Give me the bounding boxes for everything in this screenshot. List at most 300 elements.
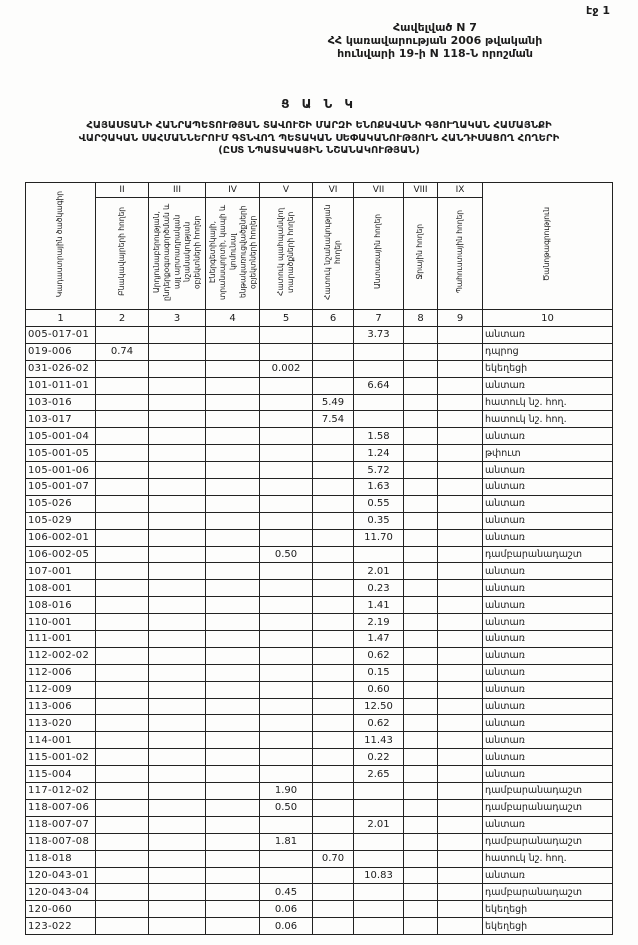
document-title — [0, 97, 638, 158]
area-value-cell — [354, 546, 404, 563]
col-header-cadastral-code-label: Կադաստրային ծածկագիր — [55, 191, 65, 298]
area-value-cell — [404, 343, 438, 360]
area-value-cell — [149, 681, 206, 698]
area-value-cell — [438, 512, 483, 529]
area-value-cell — [260, 732, 313, 749]
area-value-cell — [404, 749, 438, 766]
area-value-cell: 0.23 — [354, 580, 404, 597]
area-value-cell — [149, 462, 206, 479]
area-value-cell: 1.24 — [354, 445, 404, 462]
note-cell: հատուկ նշ. հող. — [483, 411, 613, 428]
area-value-cell — [149, 698, 206, 715]
note-cell: անտառ — [483, 512, 613, 529]
area-value-cell — [149, 749, 206, 766]
area-value-cell — [96, 580, 149, 597]
area-value-cell — [354, 833, 404, 850]
area-value-cell — [96, 512, 149, 529]
area-value-cell — [404, 327, 438, 344]
column-number: 5 — [260, 310, 313, 327]
table-row — [26, 631, 613, 648]
area-value-cell — [313, 377, 354, 394]
note-cell: անտառ — [483, 462, 613, 479]
area-value-cell: 0.35 — [354, 512, 404, 529]
note-cell: անտառ — [483, 377, 613, 394]
area-value-cell — [206, 462, 260, 479]
area-value-cell: 12.50 — [354, 698, 404, 715]
table-row — [26, 681, 613, 698]
cadastral-code-cell: 120-043-01 — [26, 867, 96, 884]
area-value-cell — [96, 445, 149, 462]
area-value-cell: 2.19 — [354, 614, 404, 631]
note-cell: դամբարանադաշտ — [483, 546, 613, 563]
area-value-cell — [313, 563, 354, 580]
note-cell: անտառ — [483, 563, 613, 580]
area-value-cell — [438, 901, 483, 918]
table-row — [26, 749, 613, 766]
roman-numeral-II: II — [96, 183, 149, 198]
area-value-cell — [149, 327, 206, 344]
table-row — [26, 783, 613, 800]
area-value-cell: 5.49 — [313, 394, 354, 411]
area-value-cell — [206, 327, 260, 344]
note-cell: անտառ — [483, 327, 613, 344]
area-value-cell — [438, 732, 483, 749]
area-value-cell — [404, 681, 438, 698]
area-value-cell — [206, 664, 260, 681]
area-value-cell — [438, 918, 483, 935]
note-cell: անտառ — [483, 867, 613, 884]
table-row — [26, 732, 613, 749]
area-value-cell — [206, 411, 260, 428]
area-value-cell — [404, 901, 438, 918]
cadastral-code-cell: 112-009 — [26, 681, 96, 698]
col-header-water-lands — [404, 198, 438, 310]
area-value-cell — [149, 833, 206, 850]
area-value-cell — [96, 867, 149, 884]
table-row — [26, 766, 613, 783]
table-body — [26, 327, 613, 935]
area-value-cell: 5.72 — [354, 462, 404, 479]
area-value-cell: 11.70 — [354, 529, 404, 546]
area-value-cell — [260, 664, 313, 681]
area-value-cell — [149, 732, 206, 749]
cadastral-code-cell: 113-006 — [26, 698, 96, 715]
area-value-cell — [206, 732, 260, 749]
area-value-cell — [96, 799, 149, 816]
area-value-cell: 0.62 — [354, 647, 404, 664]
area-value-cell — [260, 749, 313, 766]
column-number: 2 — [96, 310, 149, 327]
note-cell: անտառ — [483, 529, 613, 546]
area-value-cell — [206, 445, 260, 462]
area-value-cell — [354, 901, 404, 918]
area-value-cell — [313, 664, 354, 681]
area-value-cell — [354, 394, 404, 411]
table-row — [26, 614, 613, 631]
area-value-cell — [260, 816, 313, 833]
area-value-cell — [313, 343, 354, 360]
cadastral-code-cell: 105-001-06 — [26, 462, 96, 479]
col-header-special-purpose-lands — [313, 198, 354, 310]
area-value-cell — [96, 732, 149, 749]
area-value-cell — [313, 647, 354, 664]
cadastral-code-cell: 115-001-02 — [26, 749, 96, 766]
area-value-cell: 0.55 — [354, 495, 404, 512]
area-value-cell: 2.65 — [354, 766, 404, 783]
area-value-cell — [206, 529, 260, 546]
roman-numeral-row — [26, 183, 613, 198]
area-value-cell — [206, 833, 260, 850]
area-value-cell: 0.002 — [260, 360, 313, 377]
table-row — [26, 563, 613, 580]
area-value-cell — [313, 512, 354, 529]
area-value-cell — [438, 698, 483, 715]
area-value-cell — [260, 327, 313, 344]
area-value-cell — [149, 783, 206, 800]
area-value-cell — [438, 428, 483, 445]
table-row — [26, 546, 613, 563]
column-number: 9 — [438, 310, 483, 327]
area-value-cell — [149, 884, 206, 901]
cadastral-code-cell: 120-060 — [26, 901, 96, 918]
area-value-cell — [438, 850, 483, 867]
area-value-cell — [313, 479, 354, 496]
area-value-cell — [149, 766, 206, 783]
area-value-cell: 1.63 — [354, 479, 404, 496]
area-value-cell — [354, 799, 404, 816]
cadastral-code-cell: 117-012-02 — [26, 783, 96, 800]
area-value-cell — [149, 411, 206, 428]
area-value-cell — [149, 580, 206, 597]
area-value-cell — [206, 580, 260, 597]
note-cell: անտառ — [483, 664, 613, 681]
area-value-cell — [96, 681, 149, 698]
area-value-cell — [438, 766, 483, 783]
area-value-cell — [313, 783, 354, 800]
area-value-cell — [149, 631, 206, 648]
area-value-cell — [260, 580, 313, 597]
note-cell: անտառ — [483, 647, 613, 664]
note-cell: դամբարանադաշտ — [483, 799, 613, 816]
table-row — [26, 698, 613, 715]
area-value-cell — [96, 546, 149, 563]
cadastral-code-cell: 115-004 — [26, 766, 96, 783]
roman-numeral-III: III — [149, 183, 206, 198]
title-line: ՎԱՐՉԱԿԱՆ ՍԱՀՄԱՆՆԵՐՈՒՄ ԳՏՆՎՈՂ ՊԵՏԱԿԱՆ ՍԵՓԱԿԱՆՈՒԹՅՈՒՆ ՀԱՆԴԻՍԱՑՈՂ ՀՈՂԵՐԻ — [78, 132, 560, 144]
area-value-cell — [404, 580, 438, 597]
note-cell: դամբարանադաշտ — [483, 833, 613, 850]
area-value-cell — [260, 850, 313, 867]
column-number-row — [26, 310, 613, 327]
area-value-cell — [149, 512, 206, 529]
note-cell: անտառ — [483, 732, 613, 749]
area-value-cell — [404, 647, 438, 664]
cadastral-code-cell: 118-007-07 — [26, 816, 96, 833]
area-value-cell — [313, 766, 354, 783]
area-value-cell — [313, 445, 354, 462]
area-value-cell — [404, 529, 438, 546]
table-row — [26, 884, 613, 901]
roman-numeral-IX: IX — [438, 183, 483, 198]
column-number: 3 — [149, 310, 206, 327]
cadastral-code-cell: 110-001 — [26, 614, 96, 631]
area-value-cell — [404, 732, 438, 749]
roman-numeral-VII: VII — [354, 183, 404, 198]
table-row — [26, 850, 613, 867]
note-cell: անտառ — [483, 495, 613, 512]
area-value-cell — [404, 428, 438, 445]
cadastral-code-cell: 107-001 — [26, 563, 96, 580]
area-value-cell — [206, 597, 260, 614]
note-cell: եկեղեցի — [483, 360, 613, 377]
cadastral-code-cell: 005-017-01 — [26, 327, 96, 344]
area-value-cell — [149, 614, 206, 631]
table-row — [26, 343, 613, 360]
area-value-cell — [149, 394, 206, 411]
area-value-cell — [313, 614, 354, 631]
area-value-cell — [438, 563, 483, 580]
area-value-cell — [438, 884, 483, 901]
cadastral-code-cell: 118-018 — [26, 850, 96, 867]
area-value-cell — [438, 343, 483, 360]
area-value-cell — [313, 462, 354, 479]
note-cell: անտառ — [483, 816, 613, 833]
appendix-line: ՀՀ կառավարության 2006 թվականի — [327, 34, 543, 47]
area-value-cell — [149, 850, 206, 867]
table-row — [26, 715, 613, 732]
area-value-cell — [96, 377, 149, 394]
area-value-cell — [404, 462, 438, 479]
table-row — [26, 580, 613, 597]
area-value-cell — [206, 479, 260, 496]
roman-numeral-V: V — [260, 183, 313, 198]
table-row — [26, 867, 613, 884]
roman-numeral-IV: IV — [206, 183, 260, 198]
area-value-cell — [260, 394, 313, 411]
area-value-cell — [260, 495, 313, 512]
area-value-cell — [313, 884, 354, 901]
table-row — [26, 529, 613, 546]
note-cell: անտառ — [483, 597, 613, 614]
area-value-cell: 1.58 — [354, 428, 404, 445]
area-value-cell — [404, 614, 438, 631]
cadastral-code-cell: 105-001-04 — [26, 428, 96, 445]
cadastral-code-cell: 118-007-08 — [26, 833, 96, 850]
cadastral-code-cell: 101-011-01 — [26, 377, 96, 394]
area-value-cell — [354, 918, 404, 935]
col-header-reserve-lands-label: Պահուստային հողեր — [454, 209, 464, 294]
area-value-cell — [260, 698, 313, 715]
area-value-cell — [206, 918, 260, 935]
cadastral-code-cell: 105-001-07 — [26, 479, 96, 496]
area-value-cell — [149, 816, 206, 833]
area-value-cell — [404, 597, 438, 614]
area-value-cell — [96, 901, 149, 918]
area-value-cell — [149, 546, 206, 563]
table-row — [26, 597, 613, 614]
area-value-cell — [149, 715, 206, 732]
area-value-cell — [260, 647, 313, 664]
area-value-cell — [438, 394, 483, 411]
area-value-cell: 0.74 — [96, 343, 149, 360]
note-cell: եկեղեցի — [483, 901, 613, 918]
area-value-cell — [313, 546, 354, 563]
area-value-cell: 0.06 — [260, 918, 313, 935]
note-cell: հատուկ նշ. հող. — [483, 850, 613, 867]
table-row — [26, 833, 613, 850]
area-value-cell — [404, 833, 438, 850]
area-value-cell — [149, 428, 206, 445]
area-value-cell — [206, 343, 260, 360]
area-value-cell — [206, 816, 260, 833]
area-value-cell — [260, 766, 313, 783]
area-value-cell — [149, 495, 206, 512]
col-header-special-purpose-lands-label: Հատուկ նշանակության հողեր — [322, 203, 342, 300]
area-value-cell — [206, 698, 260, 715]
area-value-cell — [438, 867, 483, 884]
area-value-cell — [96, 327, 149, 344]
area-value-cell — [96, 783, 149, 800]
table-row — [26, 647, 613, 664]
area-value-cell — [438, 479, 483, 496]
column-number: 1 — [26, 310, 96, 327]
area-value-cell — [206, 766, 260, 783]
appendix-line: հունվարի 19-ի N 118-Ն որոշման — [337, 47, 533, 60]
area-value-cell — [404, 512, 438, 529]
title-line: ՀԱՅԱՍՏԱՆԻ ՀԱՆՐԱՊԵՏՈՒԹՅԱՆ ՏԱՎՈՒՇԻ ՄԱՐԶԻ ԵՆՈՔԱՎԱՆԻ ԳՅՈՒՂԱԿԱՆ ՀԱՄԱՅՆՔԻ — [86, 120, 552, 131]
table-row — [26, 799, 613, 816]
title-word: Ց Ա Ն Կ — [281, 97, 357, 111]
col-header-note — [483, 183, 613, 310]
area-value-cell — [206, 631, 260, 648]
col-header-settlement-lands-label: Բնակավայրերի հողեր — [116, 207, 126, 296]
area-value-cell — [404, 715, 438, 732]
area-value-cell — [438, 377, 483, 394]
area-value-cell — [404, 377, 438, 394]
area-value-cell — [149, 901, 206, 918]
col-header-forest-lands — [354, 198, 404, 310]
area-value-cell — [438, 411, 483, 428]
cadastral-code-cell: 108-016 — [26, 597, 96, 614]
roman-numeral-VI: VI — [313, 183, 354, 198]
area-value-cell — [313, 715, 354, 732]
area-value-cell — [206, 394, 260, 411]
area-value-cell — [313, 529, 354, 546]
area-value-cell — [404, 445, 438, 462]
col-header-protected-lands — [260, 198, 313, 310]
area-value-cell — [206, 360, 260, 377]
area-value-cell — [96, 749, 149, 766]
area-value-cell — [313, 833, 354, 850]
area-value-cell — [438, 749, 483, 766]
area-value-cell: 2.01 — [354, 563, 404, 580]
area-value-cell — [313, 495, 354, 512]
area-value-cell — [260, 681, 313, 698]
area-value-cell — [149, 799, 206, 816]
area-value-cell: 10.83 — [354, 867, 404, 884]
area-value-cell — [96, 563, 149, 580]
area-value-cell: 0.45 — [260, 884, 313, 901]
roman-numeral-VIII: VIII — [404, 183, 438, 198]
area-value-cell — [404, 546, 438, 563]
cadastral-code-cell: 103-017 — [26, 411, 96, 428]
col-header-forest-lands-label: Անտառային հողեր — [373, 214, 383, 289]
note-cell: թփուտ — [483, 445, 613, 462]
area-value-cell — [260, 462, 313, 479]
area-value-cell — [96, 647, 149, 664]
note-cell: անտառ — [483, 749, 613, 766]
area-value-cell — [438, 631, 483, 648]
area-value-cell — [206, 681, 260, 698]
area-value-cell — [354, 360, 404, 377]
area-value-cell — [260, 445, 313, 462]
area-value-cell — [206, 512, 260, 529]
area-value-cell — [149, 479, 206, 496]
area-value-cell — [206, 715, 260, 732]
area-value-cell — [438, 597, 483, 614]
area-value-cell — [313, 681, 354, 698]
area-value-cell — [404, 664, 438, 681]
area-value-cell — [260, 867, 313, 884]
table-row — [26, 327, 613, 344]
area-value-cell — [260, 631, 313, 648]
note-cell: անտառ — [483, 766, 613, 783]
area-value-cell — [149, 647, 206, 664]
area-value-cell — [206, 546, 260, 563]
area-value-cell — [149, 563, 206, 580]
cadastral-code-cell: 019-006 — [26, 343, 96, 360]
area-value-cell: 0.60 — [354, 681, 404, 698]
area-value-cell: 0.70 — [313, 850, 354, 867]
area-value-cell: 0.22 — [354, 749, 404, 766]
area-value-cell — [96, 664, 149, 681]
area-value-cell — [354, 411, 404, 428]
area-value-cell: 2.01 — [354, 816, 404, 833]
area-value-cell — [206, 799, 260, 816]
area-value-cell — [96, 428, 149, 445]
area-value-cell: 0.06 — [260, 901, 313, 918]
area-value-cell: 11.43 — [354, 732, 404, 749]
area-value-cell — [313, 428, 354, 445]
area-value-cell — [149, 343, 206, 360]
area-value-cell — [438, 833, 483, 850]
table-header — [26, 183, 613, 327]
appendix-line: Հավելված N 7 — [393, 21, 477, 34]
area-value-cell — [149, 664, 206, 681]
col-header-note-label: Ծանոթագրություն — [542, 207, 552, 282]
area-value-cell — [313, 799, 354, 816]
area-value-cell — [206, 377, 260, 394]
table-row — [26, 918, 613, 935]
table-row — [26, 360, 613, 377]
area-value-cell — [96, 462, 149, 479]
area-value-cell — [313, 749, 354, 766]
area-value-cell — [404, 479, 438, 496]
col-header-cadastral-code — [26, 183, 96, 310]
area-value-cell — [438, 816, 483, 833]
area-value-cell — [313, 597, 354, 614]
area-value-cell — [149, 377, 206, 394]
col-header-water-lands-label: Ջրային հողեր — [415, 223, 425, 280]
col-header-infrastructure-lands — [206, 198, 260, 310]
area-value-cell — [438, 445, 483, 462]
note-cell: անտառ — [483, 631, 613, 648]
area-value-cell — [404, 867, 438, 884]
area-value-cell — [404, 783, 438, 800]
area-value-cell — [260, 343, 313, 360]
area-value-cell — [206, 495, 260, 512]
area-value-cell — [96, 411, 149, 428]
